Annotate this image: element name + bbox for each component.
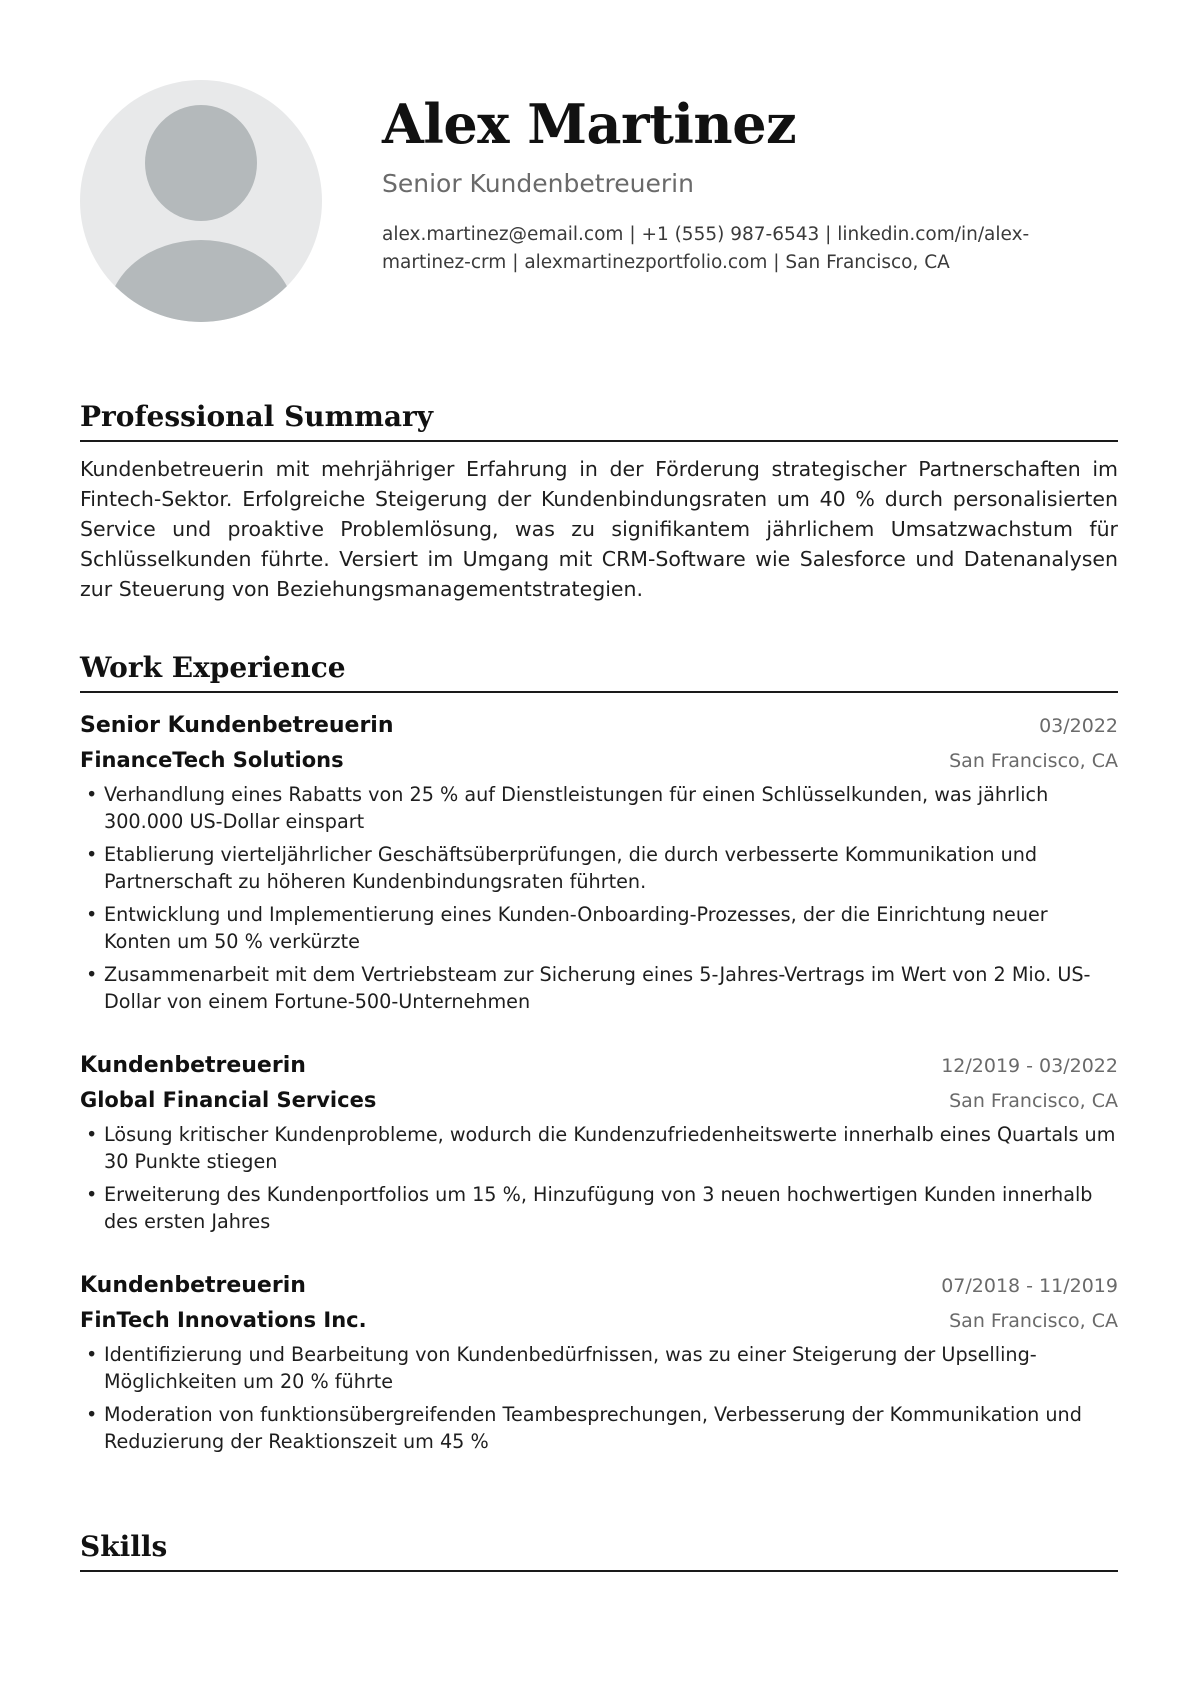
job-company: FinanceTech Solutions — [80, 747, 344, 772]
summary-heading: Professional Summary — [80, 400, 1118, 442]
user-silhouette-icon — [145, 105, 257, 221]
job-entry — [80, 709, 1118, 1015]
job-entry — [80, 1269, 1118, 1455]
person-name: Alex Martinez — [382, 92, 797, 156]
job-title: Senior Kundenbetreuerin — [80, 712, 394, 738]
job-location: San Francisco, CA — [949, 1089, 1118, 1112]
bullet-item: • Zusammenarbeit mit dem Vertriebsteam zur Sicherung eines 5-Jahres-Vertrags im Wert von 2 Mio. US-Dollar von einem Fortune-500-Unternehmen — [80, 961, 1118, 1015]
experience-section — [80, 651, 1118, 1461]
skills-heading: Skills — [80, 1530, 1118, 1572]
contact-info: alex.martinez@email.com | +1 (555) 987-6543 | linkedin.com/in/alex-martinez-crm | alexmartinezportfolio.com | San Francisco, CA — [382, 223, 1030, 273]
summary-section — [80, 400, 1118, 604]
resume-header — [382, 92, 1082, 277]
bullet-item: • Verhandlung eines Rabatts von 25 % auf Dienstleistungen für einen Schlüsselkunden, was jährlich 300.000 US-Dollar einspart — [80, 781, 1118, 835]
bullet-item: • Erweiterung des Kundenportfolios um 15 %, Hinzufügung von 3 neuen hochwertigen Kunden innerhalb des ersten Jahres — [80, 1181, 1118, 1235]
bullet-item: • Lösung kritischer Kundenprobleme, wodurch die Kundenzufriedenheitswerte innerhalb eines Quartals um 30 Punkte stiegen — [80, 1121, 1118, 1175]
job-entry — [80, 1049, 1118, 1235]
job-title: Kundenbetreuerin — [80, 1052, 306, 1078]
job-bullets — [80, 1341, 1118, 1455]
job-company: Global Financial Services — [80, 1087, 377, 1112]
bullet-item: • Moderation von funktionsübergreifenden Teambesprechungen, Verbesserung der Kommunikation und Reduzierung der Reaktionszeit um 45 % — [80, 1401, 1118, 1455]
bullet-item: • Identifizierung und Bearbeitung von Kundenbedürfnissen, was zu einer Steigerung der Upselling-Möglichkeiten um 20 % führte — [80, 1341, 1118, 1395]
person-title: Senior Kundenbetreuerin — [382, 168, 694, 198]
experience-heading: Work Experience — [80, 651, 1118, 693]
job-location: San Francisco, CA — [949, 1309, 1118, 1332]
job-company: FinTech Innovations Inc. — [80, 1307, 367, 1332]
user-shoulders-shape — [108, 240, 294, 322]
skills-section — [80, 1530, 1118, 1572]
summary-text: Kundenbetreuerin mit mehrjähriger Erfahrung in der Förderung strategischer Partnerschaften im Fintech-Sektor. Erfolgreiche Steigerung der Kundenbindungsraten um 40 % durch personalisierten Service und proaktive Problemlösung, was zu signifikantem jährlichem Umsatzwachstum für Schlüsselkunden führte. Versiert im Umgang mit CRM-Software wie Salesforce und Datenanalysen zur Steuerung von Beziehungsmanagementstrategien. — [80, 456, 1118, 601]
job-date: 12/2019 - 03/2022 — [941, 1054, 1118, 1077]
job-location: San Francisco, CA — [949, 749, 1118, 772]
avatar — [80, 80, 322, 322]
job-date: 07/2018 - 11/2019 — [941, 1274, 1118, 1297]
bullet-item: • Etablierung vierteljährlicher Geschäftsüberprüfungen, die durch verbesserte Kommunikation und Partnerschaft zu höheren Kundenbindungsraten führten. — [80, 841, 1118, 895]
bullet-item: • Entwicklung und Implementierung eines Kunden-Onboarding-Prozesses, der die Einrichtung neuer Konten um 50 % verkürzte — [80, 901, 1118, 955]
job-title: Kundenbetreuerin — [80, 1272, 306, 1298]
job-bullets — [80, 1121, 1118, 1235]
job-date: 03/2022 — [1039, 714, 1118, 737]
job-bullets — [80, 781, 1118, 1015]
